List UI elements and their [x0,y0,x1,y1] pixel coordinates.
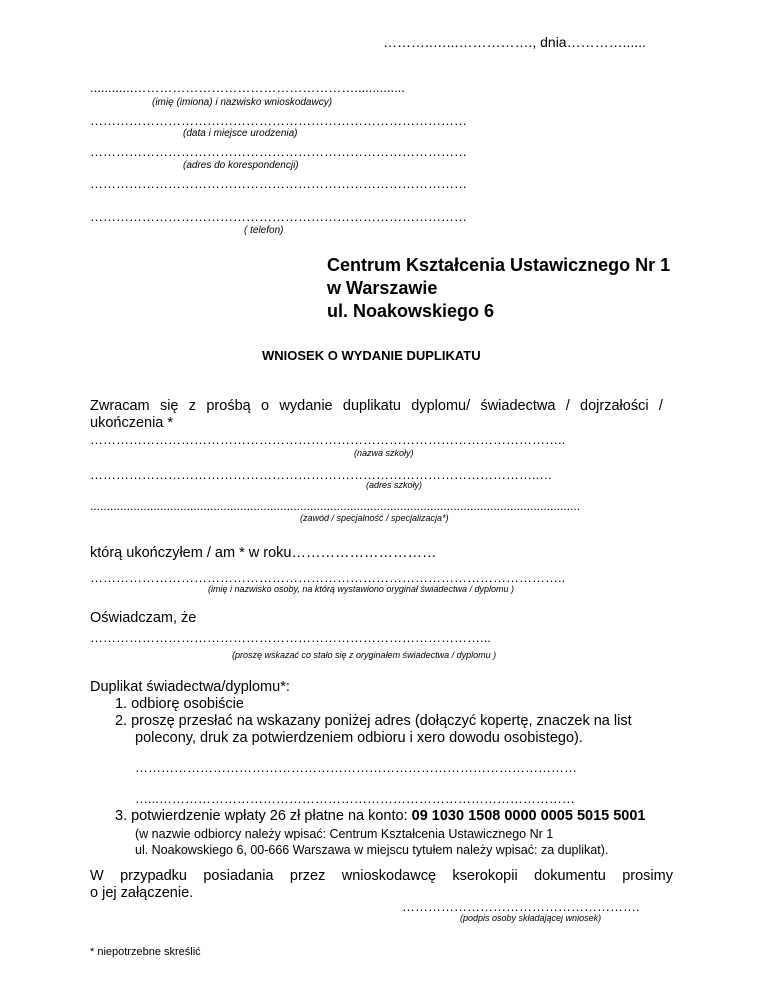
payment-text: 3. potwierdzenie wpłaty 26 zł płatne na konto: [115,808,412,824]
school-address-label: (adres szkoły) [366,480,423,490]
payment-note-1: (w nazwie odbiorcy należy wpisać: Centrum Kształcenia Ustawicznego Nr 1 [135,827,554,841]
request-word: wydanie [279,398,333,414]
declare-heading: Oświadczam, że [90,610,197,626]
copy-word: wnioskodawcę [341,868,437,884]
request-word: / [658,398,663,414]
owner-name-dots: ……………………………………………………………………………………………….. [90,570,566,585]
date-field: ………..…...……………., dnia…………...... [383,34,646,50]
school-name-dots: ……………………………………………………………………………………………….. [90,432,566,447]
institution-street: ul. Noakowskiego 6 [327,301,495,321]
profession-dots: ................................................................................................................................................... [90,499,581,513]
bank-account-number: 09 1030 1508 0000 0005 5015 5001 [411,808,646,824]
footnote: * niepotrzebne skreślić [90,946,201,958]
request-word: prośbą [206,398,251,414]
signature-label: (podpis osoby składającej wniosek) [460,913,602,923]
applicant-name-dots: ............…………………………………………….............. [90,80,405,95]
request-word: świadectwa [480,398,556,414]
address-dots: …………………………………………………………………………… [90,144,467,159]
copy-word: dokumentu [534,868,606,884]
copy-word: prosimy [622,868,673,884]
request-word: dyplomu/ [411,398,471,414]
request-word: o [261,398,270,414]
form-title: WNIOSEK O WYDANIE DUPLIKATU [262,348,481,363]
year-line: którą ukończyłem / am * w roku………………………… [90,545,437,561]
address-label: (adres do korespondencji) [183,160,299,171]
request-word: duplikatu [342,398,401,414]
request-line-1 [90,398,663,414]
request-word: z [188,398,197,414]
mail-address-dots-2: …...…………………………………………………………………………………… [135,791,575,806]
copy-word: kserokopii [452,868,518,884]
request-word: się [159,398,179,414]
duplicate-heading: Duplikat świadectwa/dyplomu*: [90,679,290,695]
copy-note-line-1 [90,868,673,884]
owner-name-label: (imię i nazwisko osoby, na którą wystawiono oryginał świadectwa / dyplomu ) [208,584,514,594]
option-pickup: 1. odbiorę osobiście [115,696,244,712]
copy-word: przez [289,868,326,884]
copy-word: W [90,868,104,884]
declare-label: (proszę wskazać co stało się z oryginałem świadectwa / dyplomu ) [232,650,497,660]
payment-note-2: ul. Noakowskiego 6, 00-666 Warszawa w miejscu tytułem należy wpisać: za duplikat). [135,843,609,857]
applicant-name-label: (imię (imiona) i nazwisko wnioskodawcy) [152,97,333,108]
option-mail-cont: polecony, druk za potwierdzeniem odbioru i xero dowodu osobistego). [135,730,583,746]
request-line-2: ukończenia * [90,415,174,431]
school-address-dots: …………………………………………………………………………………………..… [90,467,553,482]
phone-label: ( telefon) [244,225,284,236]
declare-dots: ………………………………………………………………………………... [90,630,491,645]
institution-name: Centrum Kształcenia Ustawicznego Nr 1 [327,255,671,275]
copy-note-line-2: o jej załączenie. [90,885,194,901]
request-word: dojrzałości [580,398,649,414]
request-word: / [565,398,570,414]
institution-city: w Warszawie [327,278,438,298]
birth-label: (data i miejsce urodzenia) [183,128,298,139]
request-word: Zwracam [90,398,150,414]
mail-address-dots-1: ………………………………………………………………………………………… [135,760,577,775]
copy-word: posiadania [203,868,274,884]
profession-label: (zawód / specjalność / specjalizacja*) [300,513,449,523]
option-payment [115,808,645,824]
address-dots-2: …………………………………………………………………………… [90,176,467,191]
copy-word: przypadku [120,868,187,884]
school-name-label: (nazwa szkoły) [354,448,414,458]
birth-dots: …………………………………………………………………………… [90,113,467,128]
signature-dots: ………………………………………………. [402,899,640,914]
phone-dots: …………………………………………………………………………… [90,209,467,224]
option-mail: 2. proszę przesłać na wskazany poniżej adres (dołączyć kopertę, znaczek na list [115,713,632,729]
